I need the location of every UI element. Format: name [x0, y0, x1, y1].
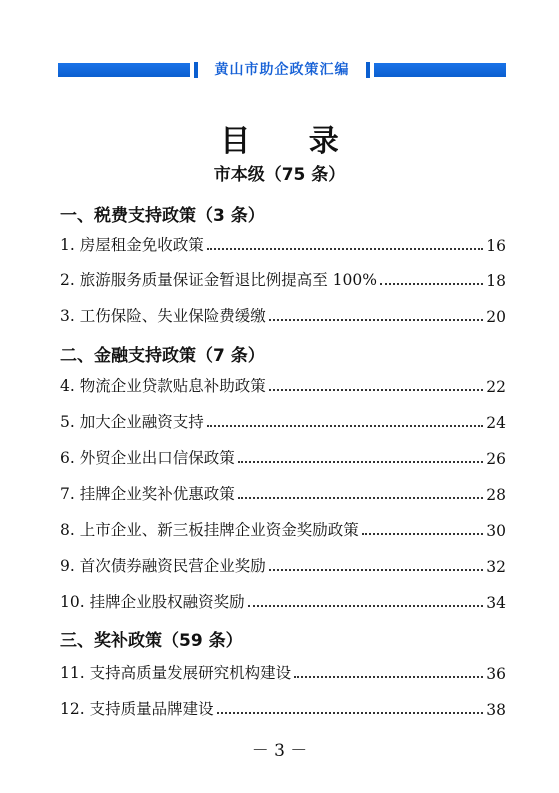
toc-entry-label: 6. 外贸企业出口信保政策: [60, 449, 235, 467]
toc-entry-label: 9. 首次债券融资民营企业奖励: [60, 557, 266, 575]
section-heading: 一、税费支持政策（3 条）: [60, 206, 265, 226]
dot-leader: [269, 319, 484, 321]
toc-entry-page: 30: [486, 522, 506, 540]
toc-entry-label: 8. 上市企业、新三板挂牌企业资金奖励政策: [60, 521, 359, 539]
dot-leader: [238, 461, 484, 463]
toc-entry[interactable]: [60, 554, 506, 576]
page-subtitle: 市本级（75 条）: [213, 165, 346, 185]
toc-entry[interactable]: [60, 482, 506, 504]
header-banner: [58, 60, 506, 80]
toc-entry-label: 7. 挂牌企业奖补优惠政策: [60, 485, 235, 503]
toc-entry[interactable]: [60, 374, 506, 396]
banner-divider-left: [194, 62, 198, 78]
section-heading: 二、金融支持政策（7 条）: [60, 346, 265, 366]
toc-entry-page: 32: [486, 558, 506, 576]
toc-entry[interactable]: [60, 233, 506, 255]
toc-entry-page: 36: [486, 665, 506, 683]
toc-entry-page: 18: [486, 272, 506, 290]
banner-bar-left: [58, 63, 190, 77]
toc-entry-page: 38: [486, 701, 506, 719]
dot-leader: [362, 533, 484, 535]
toc-entry-label: 4. 物流企业贷款贴息补助政策: [60, 377, 266, 395]
footer-page-number: － 3 －: [251, 741, 308, 761]
toc-entry-label: 2. 旅游服务质量保证金暂退比例提高至 100%: [60, 271, 377, 289]
section-heading: 三、奖补政策（59 条）: [60, 631, 243, 651]
toc-entry-page: 22: [486, 378, 506, 396]
dot-leader: [238, 497, 484, 499]
dot-leader: [269, 389, 484, 391]
banner-divider-right: [366, 62, 370, 78]
toc-entry-page: 20: [486, 308, 506, 326]
toc-entry-page: 28: [486, 486, 506, 504]
dot-leader: [380, 283, 483, 285]
toc-entry-label: 10. 挂牌企业股权融资奖励: [60, 593, 245, 611]
banner-bar-right: [374, 63, 506, 77]
dot-leader: [294, 676, 483, 678]
toc-entry-label: 5. 加大企业融资支持: [60, 413, 204, 431]
banner-title: 黄山市助企政策汇编: [214, 62, 350, 78]
toc-entry[interactable]: [60, 661, 506, 683]
toc-entry[interactable]: [60, 268, 506, 290]
page-title: 目 录: [220, 124, 363, 159]
toc-entry-label: 3. 工伤保险、失业保险费缓缴: [60, 307, 266, 325]
dot-leader: [207, 425, 484, 427]
toc-entry[interactable]: [60, 410, 506, 432]
toc-entry[interactable]: [60, 697, 506, 719]
toc-entry-label: 11. 支持高质量发展研究机构建设: [60, 664, 292, 682]
toc-entry-page: 16: [486, 237, 506, 255]
toc-entry-page: 24: [486, 414, 506, 432]
toc-entry-page: 26: [486, 450, 506, 468]
dot-leader: [217, 712, 484, 714]
dot-leader: [207, 248, 484, 250]
toc-entry[interactable]: [60, 446, 506, 468]
toc-entry[interactable]: [60, 304, 506, 326]
toc-entry[interactable]: [60, 518, 506, 540]
toc-entry-page: 34: [486, 594, 506, 612]
toc-entry[interactable]: [60, 590, 506, 612]
toc-entry-label: 1. 房屋租金免收政策: [60, 236, 204, 254]
dot-leader: [269, 569, 484, 571]
dot-leader: [248, 605, 484, 607]
toc-entry-label: 12. 支持质量品牌建设: [60, 700, 214, 718]
